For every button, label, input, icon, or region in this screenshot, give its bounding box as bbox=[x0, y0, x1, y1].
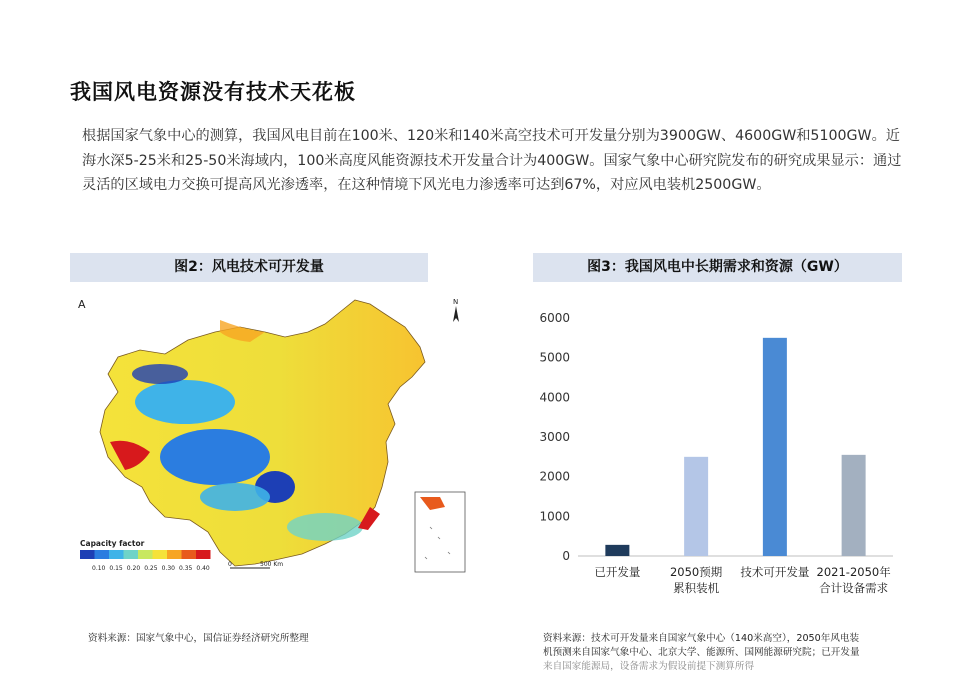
legend-swatch bbox=[80, 550, 95, 559]
y-tick-label: 3000 bbox=[539, 430, 570, 444]
legend-tick-label: 0.20 bbox=[126, 565, 141, 572]
china-landmass bbox=[100, 300, 425, 566]
x-tick-label: 已开发量 bbox=[594, 565, 641, 579]
map-panel-label: A bbox=[78, 298, 86, 311]
page-title: 我国风电资源没有技术天花板 bbox=[70, 79, 356, 104]
figure3-source bbox=[543, 632, 903, 672]
figure3-source-line2: 机预测来自国家气象中心、北京大学、能源所、国网能源研究院；已开发量 bbox=[543, 647, 860, 658]
legend-swatch bbox=[138, 550, 153, 559]
basin-region bbox=[135, 380, 235, 424]
x-tick-label: 技术可开发量 bbox=[740, 565, 810, 579]
legend-tick-label: 0.40 bbox=[196, 565, 210, 572]
body-paragraph: 根据国家气象中心的测算，我国风电目前在100米、120米和140米高空技术可开发量分别为3900GW、4600GW和5100GW。近海水深5-25米和25-50米海域内，100米高度风能资源技术开发量合计为400GW。国家气象中心研究院发布的研究成果显示：通过灵活的区域电力交换可提高风光渗透率，在这种情境下风光电力渗透率可达到67%，对应风电装机2500GW。 bbox=[82, 128, 902, 193]
legend-ticks bbox=[92, 565, 210, 572]
scale-label: 500 Km bbox=[260, 561, 284, 568]
y-tick-label: 0 bbox=[562, 549, 570, 563]
legend-swatch bbox=[167, 550, 182, 559]
legend-swatch bbox=[182, 550, 197, 559]
figure3-source-line3: 来自国家能源局，设备需求为假设前提下测算所得 bbox=[543, 661, 755, 672]
plateau-region bbox=[160, 429, 270, 485]
bar bbox=[684, 457, 708, 556]
legend-swatch bbox=[153, 550, 168, 559]
south-region bbox=[287, 513, 363, 541]
x-tick-label: 2021-2050年 bbox=[816, 565, 891, 579]
scale-zero: 0 bbox=[228, 561, 232, 568]
legend-title: Capacity factor bbox=[80, 539, 145, 548]
y-tick-label: 2000 bbox=[539, 469, 570, 484]
y-tick-label: 1000 bbox=[539, 509, 570, 524]
north-arrow-icon bbox=[453, 306, 459, 322]
legend-tick-label: 0.35 bbox=[179, 565, 193, 572]
legend-swatch bbox=[95, 550, 110, 559]
x-tick-label: 合计设备需求 bbox=[819, 581, 889, 595]
x-tick-label: 累积装机 bbox=[673, 581, 720, 595]
x-tick-label: 2050预期 bbox=[669, 565, 723, 579]
legend-tick-label: 0.15 bbox=[109, 565, 123, 572]
legend-swatch bbox=[196, 550, 211, 559]
bar bbox=[763, 338, 787, 556]
north-label: N bbox=[453, 298, 459, 306]
y-tick-label: 5000 bbox=[539, 350, 570, 365]
figure3-header: 图3：我国风电中长期需求和资源（GW） bbox=[533, 253, 902, 282]
legend-colorbar bbox=[80, 550, 211, 559]
legend-tick-label: 0.10 bbox=[92, 565, 106, 572]
figure2-header: 图2：风电技术可开发量 bbox=[70, 253, 428, 282]
bar bbox=[605, 545, 629, 556]
legend-swatch bbox=[109, 550, 124, 559]
legend-tick-label: 0.25 bbox=[144, 565, 158, 572]
y-tick-label: 4000 bbox=[539, 390, 570, 405]
bar bbox=[842, 455, 866, 556]
legend-swatch bbox=[124, 550, 139, 559]
basin-core bbox=[132, 364, 188, 384]
southwest-region bbox=[200, 483, 270, 511]
y-tick-label: 6000 bbox=[539, 311, 570, 325]
legend-tick-label: 0.30 bbox=[161, 565, 175, 572]
demand-resource-chart bbox=[533, 296, 908, 606]
china-capacity-map bbox=[70, 292, 470, 582]
figure2-source: 资料来源：国家气象中心，国信证券经济研究所整理 bbox=[88, 633, 309, 644]
figure3-source-line1: 资料来源：技术可开发量来自国家气象中心（140米高空），2050年风电装 bbox=[543, 633, 860, 644]
